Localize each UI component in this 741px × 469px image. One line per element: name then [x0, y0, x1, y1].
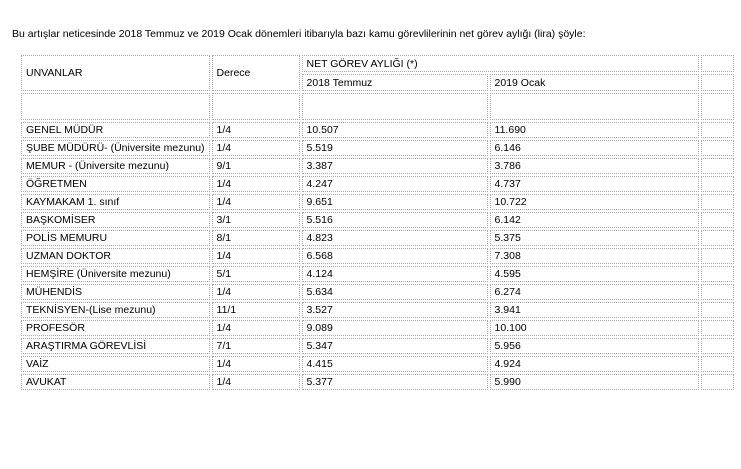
cell-trailing-empty [701, 194, 734, 210]
cell-2019-ocak: 3.786 [490, 158, 699, 174]
cell-derece: 1/4 [212, 194, 300, 210]
cell-2019-ocak: 4.595 [490, 266, 699, 282]
cell-derece: 5/1 [212, 266, 300, 282]
cell-trailing-empty [701, 230, 734, 246]
cell-2018-temmuz: 4.823 [302, 230, 488, 246]
header-trailing-empty-cell [701, 74, 734, 91]
cell-2019-ocak: 6.142 [490, 212, 699, 228]
cell-2018-temmuz: 10.507 [302, 122, 488, 138]
cell-derece: 1/4 [212, 284, 300, 300]
spacer-cell [212, 93, 300, 120]
cell-trailing-empty [701, 374, 734, 390]
header-trailing-empty-cell [701, 55, 734, 72]
cell-2018-temmuz: 9.089 [302, 320, 488, 336]
cell-trailing-empty [701, 212, 734, 228]
cell-unvan: BAŞKOMİSER [21, 212, 210, 228]
cell-2018-temmuz: 4.124 [302, 266, 488, 282]
table-row [21, 266, 734, 282]
cell-unvan: UZMAN DOKTOR [21, 248, 210, 264]
cell-2019-ocak: 10.100 [490, 320, 699, 336]
table-row [21, 176, 734, 192]
cell-unvan: TEKNİSYEN-(Lise mezunu) [21, 302, 210, 318]
cell-2019-ocak: 10.722 [490, 194, 699, 210]
table-row [21, 140, 734, 156]
header-net-gorev-ayligi: NET GÖREV AYLIĞI (*) [302, 55, 699, 72]
cell-2018-temmuz: 3.387 [302, 158, 488, 174]
cell-trailing-empty [701, 302, 734, 318]
cell-trailing-empty [701, 176, 734, 192]
cell-2019-ocak: 11.690 [490, 122, 699, 138]
cell-trailing-empty [701, 158, 734, 174]
cell-derece: 1/4 [212, 356, 300, 372]
header-derece: Derece [212, 55, 300, 91]
intro-text: Bu artışlar neticesinde 2018 Temmuz ve 2019 Ocak dönemleri itibarıyla bazı kamu görevlilerinin net görev aylığı (lira) şöyle: [12, 28, 586, 40]
cell-derece: 3/1 [212, 212, 300, 228]
cell-trailing-empty [701, 338, 734, 354]
header-2019-ocak: 2019 Ocak [490, 74, 699, 91]
cell-trailing-empty [701, 320, 734, 336]
spacer-cell [701, 93, 734, 120]
cell-unvan: VAİZ [21, 356, 210, 372]
spacer-cell [21, 93, 210, 120]
cell-derece: 9/1 [212, 158, 300, 174]
cell-2019-ocak: 5.375 [490, 230, 699, 246]
cell-trailing-empty [701, 140, 734, 156]
cell-unvan: ÖĞRETMEN [21, 176, 210, 192]
cell-2018-temmuz: 5.516 [302, 212, 488, 228]
cell-2019-ocak: 5.956 [490, 338, 699, 354]
cell-2019-ocak: 6.146 [490, 140, 699, 156]
cell-2019-ocak: 6.274 [490, 284, 699, 300]
header-2018-temmuz: 2018 Temmuz [302, 74, 488, 91]
cell-derece: 1/4 [212, 122, 300, 138]
cell-2018-temmuz: 9.651 [302, 194, 488, 210]
cell-unvan: ARAŞTIRMA GÖREVLİSİ [21, 338, 210, 354]
cell-trailing-empty [701, 266, 734, 282]
cell-2018-temmuz: 5.519 [302, 140, 488, 156]
cell-derece: 11/1 [212, 302, 300, 318]
cell-derece: 1/4 [212, 320, 300, 336]
cell-trailing-empty [701, 122, 734, 138]
cell-2018-temmuz: 5.347 [302, 338, 488, 354]
cell-2018-temmuz: 3.527 [302, 302, 488, 318]
table-row [21, 158, 734, 174]
cell-unvan: PROFESÖR [21, 320, 210, 336]
cell-trailing-empty [701, 356, 734, 372]
cell-derece: 1/4 [212, 176, 300, 192]
cell-derece: 1/4 [212, 248, 300, 264]
cell-trailing-empty [701, 248, 734, 264]
cell-derece: 1/4 [212, 374, 300, 390]
spacer-cell [302, 93, 488, 120]
cell-2018-temmuz: 6.568 [302, 248, 488, 264]
header-row-group [21, 55, 734, 72]
cell-unvan: MÜHENDİS [21, 284, 210, 300]
salary-table-body [21, 122, 734, 390]
salary-table [19, 53, 736, 392]
cell-2019-ocak: 4.737 [490, 176, 699, 192]
cell-unvan: ŞUBE MÜDÜRÜ- (Üniversite mezunu) [21, 140, 210, 156]
spacer-row [21, 93, 734, 120]
table-row [21, 374, 734, 390]
table-row [21, 284, 734, 300]
cell-unvan: HEMŞİRE (Üniversite mezunu) [21, 266, 210, 282]
cell-unvan: GENEL MÜDÜR [21, 122, 210, 138]
table-row [21, 194, 734, 210]
table-row [21, 122, 734, 138]
cell-derece: 8/1 [212, 230, 300, 246]
cell-2018-temmuz: 4.415 [302, 356, 488, 372]
cell-2019-ocak: 7.308 [490, 248, 699, 264]
cell-2018-temmuz: 5.377 [302, 374, 488, 390]
table-row [21, 356, 734, 372]
table-row [21, 230, 734, 246]
table-row [21, 302, 734, 318]
table-row [21, 320, 734, 336]
cell-unvan: POLİS MEMURU [21, 230, 210, 246]
cell-2019-ocak: 3.941 [490, 302, 699, 318]
table-row [21, 338, 734, 354]
cell-2019-ocak: 4.924 [490, 356, 699, 372]
header-unvanlar: UNVANLAR [21, 55, 210, 91]
spacer-cell [490, 93, 699, 120]
cell-2018-temmuz: 4.247 [302, 176, 488, 192]
table-row [21, 212, 734, 228]
cell-unvan: MEMUR - (Üniversite mezunu) [21, 158, 210, 174]
salary-table-header [21, 55, 734, 120]
cell-trailing-empty [701, 284, 734, 300]
cell-derece: 1/4 [212, 140, 300, 156]
cell-derece: 7/1 [212, 338, 300, 354]
cell-2018-temmuz: 5.634 [302, 284, 488, 300]
cell-2019-ocak: 5.990 [490, 374, 699, 390]
cell-unvan: AVUKAT [21, 374, 210, 390]
table-row [21, 248, 734, 264]
cell-unvan: KAYMAKAM 1. sınıf [21, 194, 210, 210]
